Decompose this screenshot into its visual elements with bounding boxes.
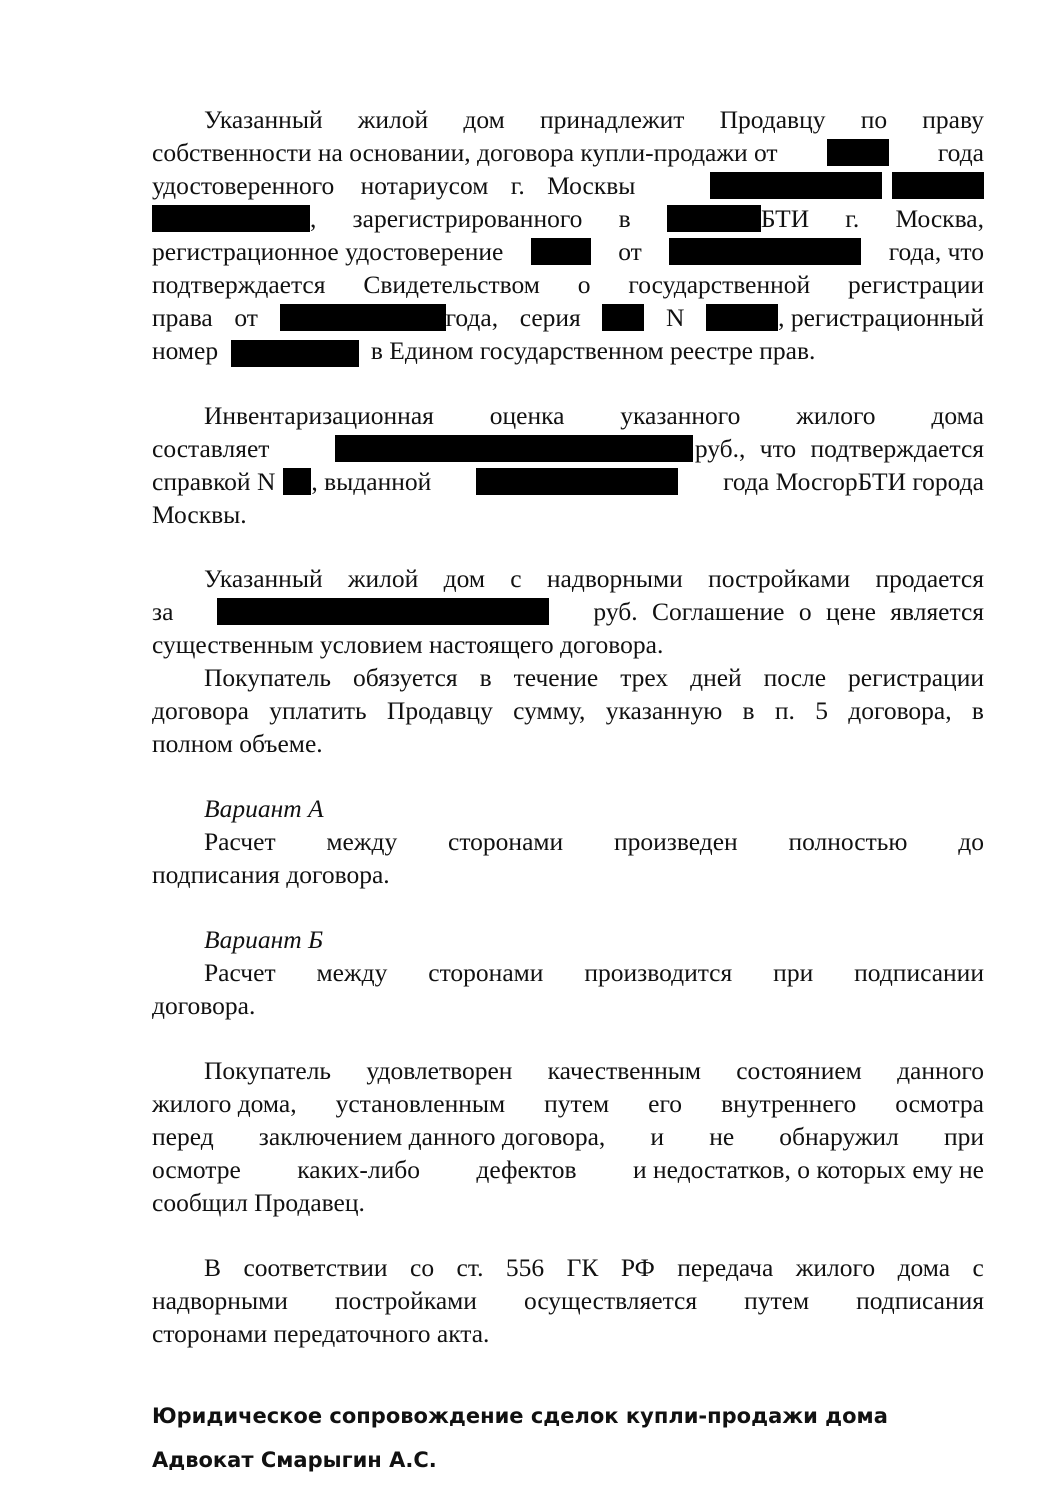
redaction — [283, 468, 311, 495]
p1-line-3: удостоверенного нотариусом г. Москвы — [152, 169, 984, 202]
redaction — [669, 238, 861, 265]
p6-line-2: надворными постройками осуществляется путем подписания — [152, 1286, 984, 1315]
p6-line-1: В соответствии со ст. 556 ГК РФ передача жилого дома с — [204, 1253, 984, 1282]
p1-line-5: регистрационное удостоверение от года, что — [152, 237, 984, 266]
p1-line-4: , зарегистрированного в БТИ г. Москва, — [152, 202, 984, 235]
p1-line-8: номер в Едином государственном реестре прав. — [152, 336, 816, 365]
p3-line-2: за руб. Соглашение о цене является — [152, 597, 984, 626]
p2-line-1: Инвентаризационная оценка указанного жилого дома — [204, 401, 984, 430]
p2-line-3: справкой N , выданной года МосгорБТИ города — [152, 467, 984, 496]
p5-line-4: осмотре каких-либо дефектов и недостатков, о которых ему не — [152, 1155, 984, 1184]
p5-line-2: жилого дома, установленным путем его внутреннего осмотра — [152, 1089, 984, 1118]
redaction — [280, 304, 446, 331]
p5-line-5: сообщил Продавец. — [152, 1188, 365, 1217]
variant-a-line-2: подписания договора. — [152, 860, 390, 889]
p2-line-2: составляет руб., что подтверждается — [152, 434, 984, 463]
variant-b-line-1: Расчет между сторонами производится при подписании — [204, 958, 984, 987]
redaction — [231, 340, 359, 367]
p5-line-3: перед заключением данного договора, и не обнаружил при — [152, 1122, 984, 1151]
redaction — [217, 598, 549, 625]
redaction — [710, 172, 882, 199]
p2-line-4: Москвы. — [152, 500, 247, 529]
variant-b-line-2: договора. — [152, 991, 256, 1020]
redaction — [667, 205, 761, 232]
p1-line-1: Указанный жилой дом принадлежит Продавцу по праву — [204, 105, 984, 134]
redaction — [152, 205, 310, 232]
variant-a-title: Вариант А — [204, 794, 324, 823]
p1-line-2: собственности на основании, договора купли-продажи от года — [152, 138, 984, 167]
p3-line-3: существенным условием настоящего договора. — [152, 630, 664, 659]
redaction — [476, 468, 678, 495]
p4-line-2: договора уплатить Продавцу сумму, указанную в п. 5 договора, в — [152, 696, 984, 725]
variant-a-line-1: Расчет между сторонами произведен полностью до — [204, 827, 984, 856]
p6-line-3: сторонами передаточного акта. — [152, 1319, 490, 1348]
variant-b-title: Вариант Б — [204, 925, 324, 954]
p1-line-6: подтверждается Свидетельством о государственной регистрации — [152, 270, 984, 299]
p3-line-1: Указанный жилой дом с надворными постройками продается — [204, 564, 984, 593]
redaction — [706, 304, 778, 331]
redaction — [531, 238, 591, 265]
footer-title: Юридическое сопровождение сделок купли-продажи дома — [152, 1404, 888, 1428]
redaction — [827, 139, 889, 166]
p5-line-1: Покупатель удовлетворен качественным состоянием данного — [204, 1056, 984, 1085]
p4-line-1: Покупатель обязуется в течение трех дней после регистрации — [204, 663, 984, 692]
footer-author: Адвокат Смарыгин А.С. — [152, 1448, 437, 1472]
redaction — [335, 435, 693, 462]
p1-line-7: права от года, серия N , регистрационный — [152, 303, 984, 332]
redaction — [602, 304, 644, 331]
p4-line-3: полном объеме. — [152, 729, 323, 758]
redaction — [892, 172, 984, 199]
